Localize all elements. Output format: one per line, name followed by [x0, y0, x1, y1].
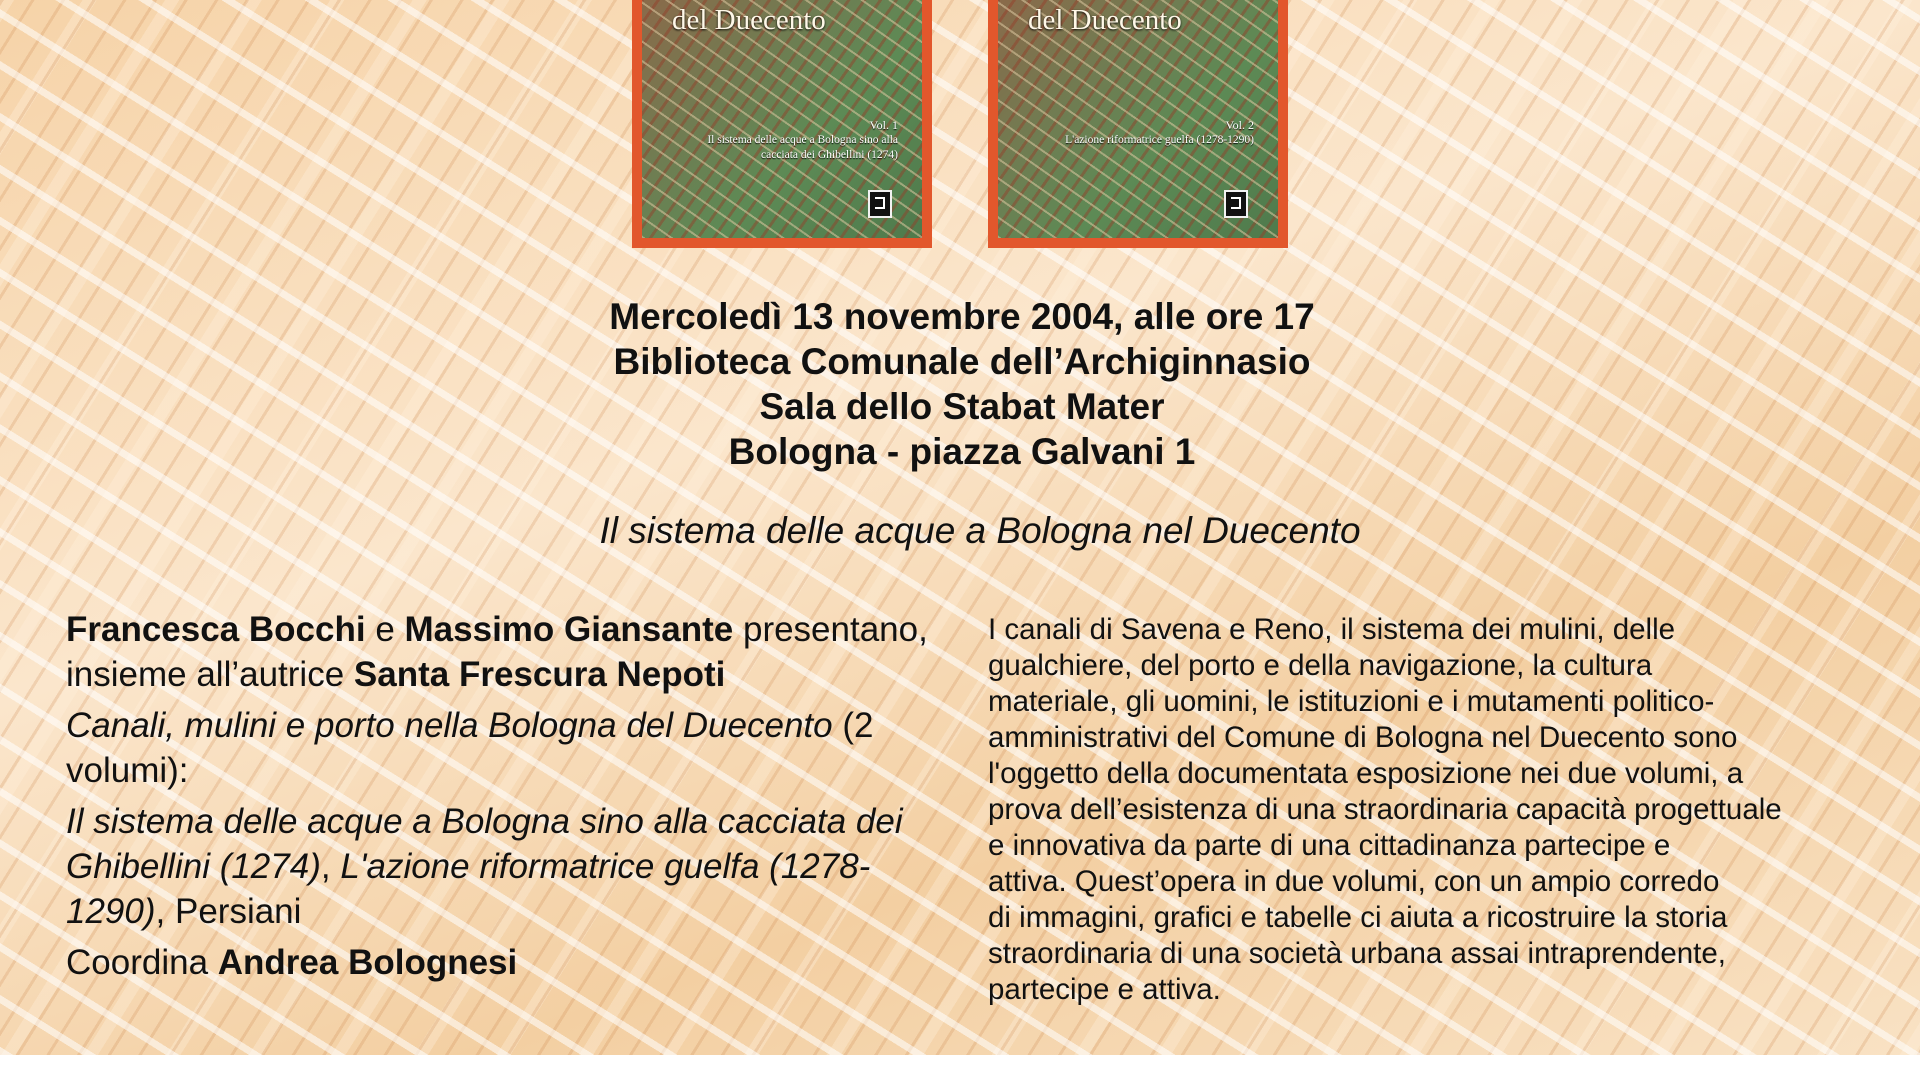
- book-cover-volume-1: [632, 0, 932, 248]
- publisher-logo-icon: [868, 190, 892, 218]
- book-title: del Duecento: [1028, 4, 1182, 36]
- book-cover-image: [642, 0, 922, 238]
- book-volume-number: Vol. 2: [1225, 118, 1254, 132]
- coordinator-paragraph: [66, 940, 946, 985]
- author-name: Santa Frescura Nepoti: [353, 655, 726, 694]
- event-address: Bologna - piazza Galvani 1: [728, 431, 1196, 472]
- conjunction: e: [365, 610, 405, 649]
- coordinator-name: Andrea Bolognesi: [217, 943, 518, 982]
- book-title: del Duecento: [672, 4, 826, 36]
- publisher: , Persiani: [155, 892, 302, 931]
- description-text: I canali di Savena e Reno, il sistema dei mulini, delle gualchiere, del porto e della navigazione, la cultura materiale, gli uomini, le istituzioni e i mutamenti politico- amministrativi del Comune di Bologna nel Duecento sono l'oggetto della documentata esposizione nei due volumi, a prova dell’esistenza di una straordinaria capacità progettuale e innovativa da parte di una cittadinanza partecipe e attiva. Quest’opera in due volumi, con un ampio corredo di immagini, grafici e tabelle ci aiuta a ricostruire la storia straordinaria di una società urbana assai intraprendente, partecipe e attiva.: [988, 613, 1782, 1006]
- book-title-text: Canali, mulini e porto nella Bologna del Duecento: [66, 706, 833, 745]
- separator: ,: [320, 847, 341, 886]
- coordinator-label: Coordina: [66, 943, 218, 982]
- book-cover-volume-2: [988, 0, 1288, 248]
- presentation-info: [66, 607, 946, 991]
- book-title-paragraph: [66, 703, 946, 793]
- event-subtitle: Il sistema delle acque a Bologna nel Duecento: [599, 510, 1361, 551]
- event-venue: Biblioteca Comunale dell’Archiginnasio: [613, 341, 1311, 382]
- book-subtitle: Il sistema delle acque a Bologna sino alla cacciata dei Ghibellini (1274): [707, 134, 898, 161]
- presenters-paragraph: [66, 607, 946, 697]
- event-date: Mercoledì 13 novembre 2004, alle ore 17: [609, 296, 1315, 337]
- presenter-name: Massimo Giansante: [404, 610, 734, 649]
- volume-count: (2 volumi):: [66, 706, 874, 790]
- book-volume-number: Vol. 1: [869, 118, 898, 132]
- publisher-logo-icon: [1224, 190, 1248, 218]
- volumes-paragraph: [66, 799, 946, 934]
- event-details: [0, 294, 1920, 474]
- volume-1-title: Il sistema delle acque a Bologna sino alla cacciata dei Ghibellini (1274): [66, 802, 903, 886]
- volume-2-title: L'azione riformatrice guelfa (1278-1290): [66, 847, 871, 931]
- book-cover-image: [998, 0, 1278, 238]
- presenters-verb: presentano,: [733, 610, 928, 649]
- event-room: Sala dello Stabat Mater: [759, 386, 1165, 427]
- book-subtitle: L'azione riformatrice guelfa (1278-1290): [1065, 134, 1254, 146]
- presenter-name: Francesca Bocchi: [66, 610, 366, 649]
- with-author-label: insieme all’autrice: [66, 655, 354, 694]
